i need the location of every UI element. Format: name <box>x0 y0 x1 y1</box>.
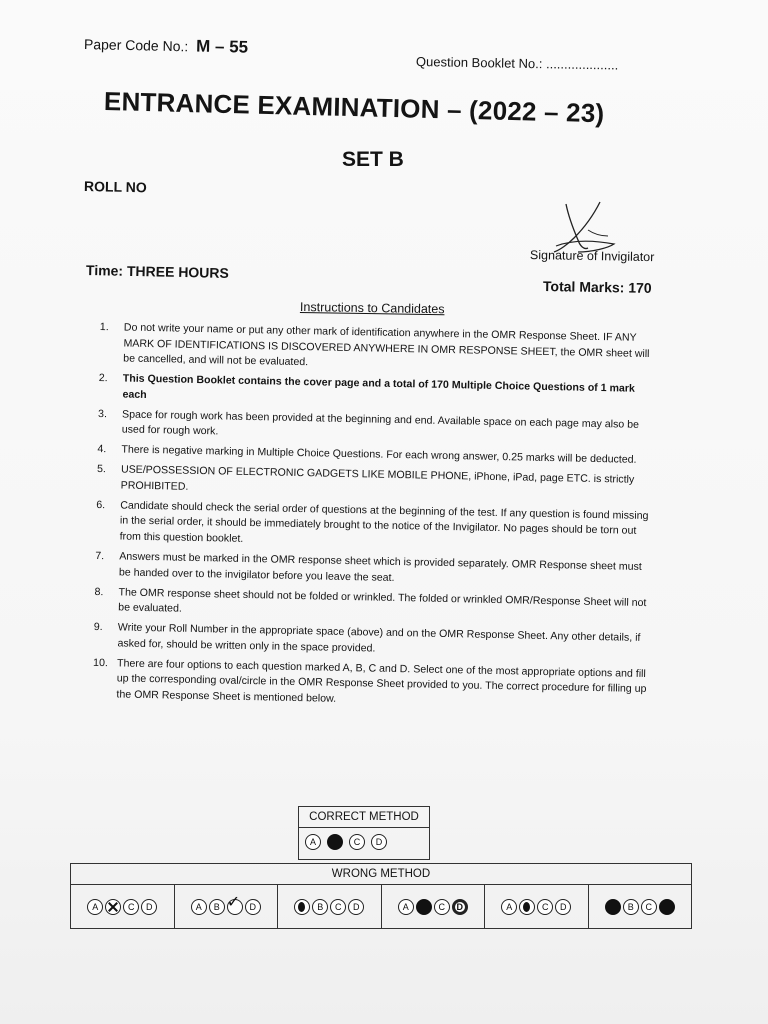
omr-bubble-a-partial <box>294 899 310 915</box>
wrong-example-two-filled <box>589 885 692 929</box>
instruction-item: 6. Candidate should check the serial order of questions at the beginning of the test. If any question is found missing in the serial order, it should be immediately brought to the notice of the Invigilator. No pages should be torn out from this question booklet. <box>96 498 649 545</box>
instruction-item: 2. This Question Booklet contains the cover page and a total of 170 Multiple Choice Questions of 1 mark each <box>98 372 635 401</box>
wrong-example-ticked <box>175 885 279 929</box>
omr-bubble-b-filled <box>327 834 343 850</box>
instruction-item: 4. There is negative marking in Multiple Choice Questions. For each wrong answer, 0.25 marks will be deducted. <box>97 443 637 467</box>
omr-bubble-c: C <box>641 899 657 915</box>
omr-bubble-c: C <box>330 899 346 915</box>
signature-label: Signature of Invigilator <box>529 248 655 265</box>
paper-code-value: M – 55 <box>195 36 249 57</box>
instruction-item: 8. The OMR response sheet should not be folded or wrinkled. The folded or wrinkled OMR/Response Sheet will not be evaluated. <box>94 585 647 615</box>
wrong-method-box <box>70 863 692 929</box>
instructions-list <box>92 320 660 718</box>
omr-bubble-c-ticked <box>226 894 243 915</box>
question-booklet-number: Question Booklet No.: .................... <box>415 54 619 73</box>
omr-bubble-a: A <box>305 834 321 850</box>
omr-bubble-b-partial <box>519 899 535 915</box>
omr-bubble-d-bold: D <box>452 899 468 915</box>
omr-bubble-b-filled <box>416 899 432 915</box>
omr-bubble-c: C <box>349 834 365 850</box>
tick-mark-icon: ✓ <box>226 894 241 911</box>
omr-bubble-c: C <box>537 899 553 915</box>
wrong-example-multiple <box>382 885 486 929</box>
wrong-method-label: WRONG METHOD <box>71 864 691 885</box>
roll-number-label: ROLL NO <box>83 178 147 196</box>
omr-bubble-c: C <box>123 899 139 915</box>
omr-bubble-d: D <box>141 899 157 915</box>
instruction-item: 1. Do not write your name or put any other mark of identification anywhere in the OMR Response Sheet. IF ANY MARK OF IDENTIFICATIONS IS DISCOVERED ANYWHERE IN OMR RESPONSE SHEET, the OMR sheet will be cancelled, and will not be evaluated. <box>99 320 650 369</box>
omr-bubble-a: A <box>398 899 414 915</box>
omr-bubble-a: A <box>191 899 207 915</box>
set-label: SET B <box>342 148 404 171</box>
omr-bubble-b-crossed <box>105 899 121 915</box>
exam-title: ENTRANCE EXAMINATION – (2022 – 23) <box>103 86 605 129</box>
correct-method-label: CORRECT METHOD <box>299 807 429 828</box>
wrong-example-partial <box>278 885 382 929</box>
instruction-item: 7. Answers must be marked in the OMR response sheet which is provided separately. OMR Response sheet must be handed over to the invigilator before you leave the seat. <box>95 550 642 584</box>
instruction-item: 3. Space for rough work has been provided at the beginning and end. Available space on each page may also be used for rough work. <box>97 407 640 438</box>
omr-bubble-a-filled <box>605 899 621 915</box>
omr-bubble-d-filled <box>659 899 675 915</box>
exam-time: Time: THREE HOURS <box>85 262 230 281</box>
wrong-example-half-filled <box>485 885 589 929</box>
omr-bubble-d: D <box>555 899 571 915</box>
omr-bubble-b: B <box>623 899 639 915</box>
omr-bubble-a: A <box>501 899 517 915</box>
omr-bubble-d: D <box>371 834 387 850</box>
omr-bubble-a: A <box>87 899 103 915</box>
omr-bubble-b: B <box>312 899 328 915</box>
paper-code <box>84 34 249 58</box>
instructions-title: Instructions to Candidates <box>299 300 445 317</box>
correct-method-box <box>298 806 430 860</box>
wrong-example-crossed <box>71 885 175 929</box>
total-marks: Total Marks: 170 <box>542 278 652 296</box>
paper-code-label: Paper Code No.: <box>83 36 189 55</box>
instruction-item: 10. There are four options to each question marked A, B, C and D. Select one of the most appropriate options and fill up the corresponding oval/circle in the OMR Response Sheet provided to you. The correct procedure for filling up the OMR Response Sheet is mentioned below. <box>92 656 647 705</box>
wrong-method-examples <box>71 885 691 929</box>
correct-method-bubbles <box>299 828 429 850</box>
omr-bubble-b: B <box>209 899 225 915</box>
instruction-item: 5. USE/POSSESSION OF ELECTRONIC GADGETS LIKE MOBILE PHONE, iPhone, iPad, page ETC. is strictly PROHIBITED. <box>96 463 635 493</box>
instruction-item: 9. Write your Roll Number in the appropriate space (above) and on the OMR Response Sheet. Any other details, if asked for, should be written only in the space provided. <box>93 621 641 655</box>
omr-bubble-c: C <box>434 899 450 915</box>
omr-bubble-d: D <box>348 899 364 915</box>
omr-bubble-d: D <box>245 899 261 915</box>
